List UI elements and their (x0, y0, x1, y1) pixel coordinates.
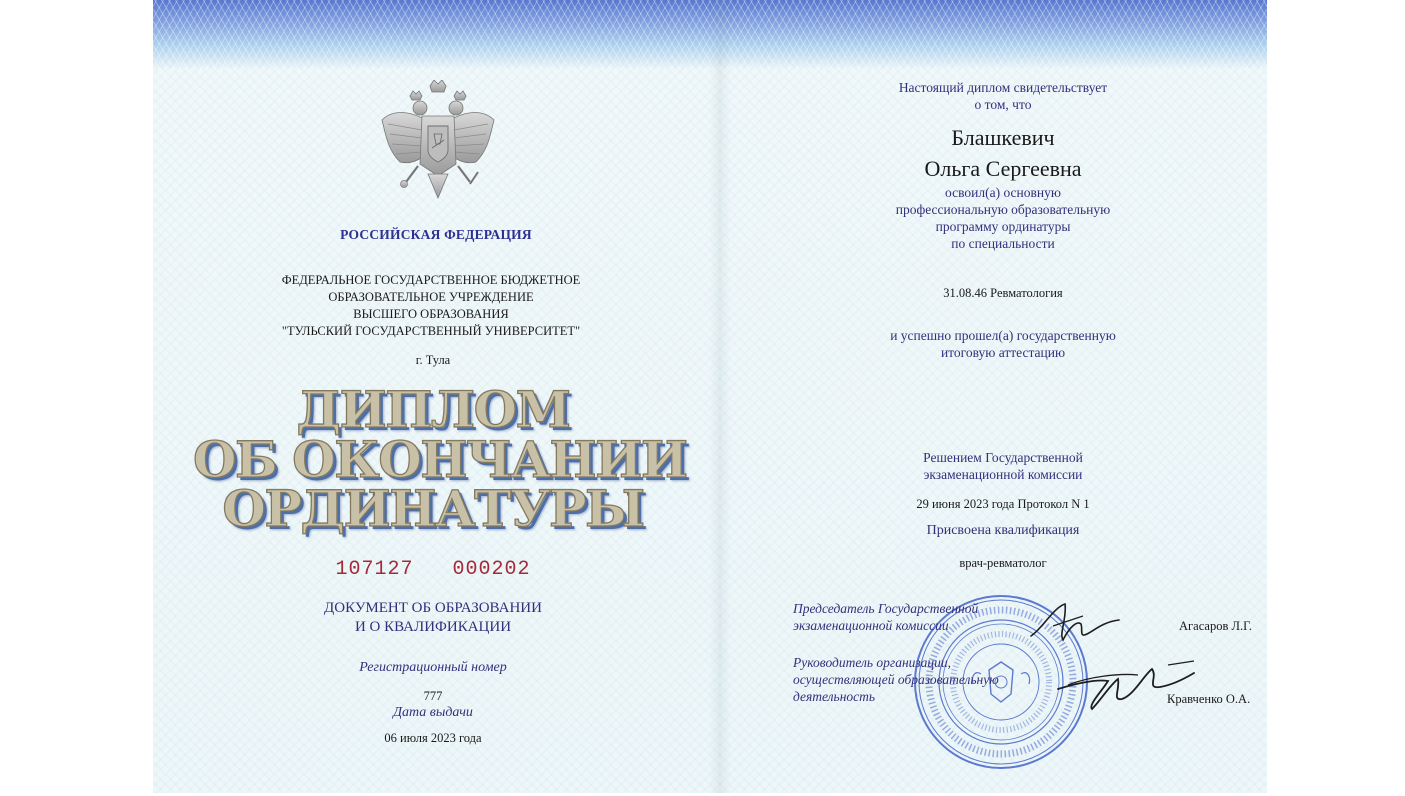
program-line: по специальности (951, 236, 1055, 251)
registration-number-value: 777 (423, 689, 443, 703)
institution-line: ФЕДЕРАЛЬНОЕ ГОСУДАРСТВЕННОЕ БЮДЖЕТНОЕ (281, 273, 581, 287)
program-line: профессиональную образовательную (895, 202, 1111, 217)
specialty: 31.08.46 Ревматология (943, 286, 1063, 300)
decision-line: экзаменационной комиссии (923, 467, 1083, 482)
head-signature-label (793, 654, 1033, 705)
program-line: освоил(а) основную (945, 185, 1061, 200)
chair-name: Агасаров Л.Г. (1179, 619, 1253, 633)
issue-date-label: Дата выдачи (393, 705, 473, 720)
commission-decision (853, 449, 1153, 483)
program-line: программу ординатуры (935, 219, 1071, 234)
institution-name (231, 272, 631, 340)
document-type-line: ДОКУМЕНТ ОБ ОБРАЗОВАНИИ (324, 600, 542, 616)
intro-line: о том, что (974, 97, 1032, 112)
issue-date-value: 06 июля 2023 года (384, 731, 482, 745)
attestation-line: и успешно прошел(а) государственную (890, 328, 1116, 343)
document-type (253, 599, 613, 637)
graduate-given-names: Ольга Сергеевна (924, 156, 1082, 181)
chair-signature-label (793, 600, 1023, 634)
head-label-line: осуществляющей образовательную (793, 672, 999, 687)
institution-line: ОБРАЗОВАТЕЛЬНОЕ УЧРЕЖДЕНИЕ (328, 290, 534, 304)
diploma-document (153, 0, 1267, 793)
diploma-title-line-3: ОРДИНАТУРЫ (222, 479, 644, 538)
intro-line: Настоящий диплом свидетельствует (898, 80, 1108, 95)
chair-label-line: Председатель Государственной (793, 601, 979, 616)
diploma-number: 107127 000202 (335, 558, 531, 581)
page-fold (709, 0, 731, 793)
head-label-line: Руководитель организации, (793, 655, 952, 670)
city: г. Тула (415, 353, 451, 367)
head-name: Кравченко О.А. (1167, 692, 1251, 706)
chair-signature-icon (1023, 598, 1123, 648)
head-signature-icon (1048, 655, 1198, 715)
institution-line: ВЫСШЕГО ОБРАЗОВАНИЯ (353, 307, 509, 321)
registration-number-label: Регистрационный номер (359, 660, 507, 675)
certification-intro (853, 79, 1153, 113)
country-name: РОССИЙСКАЯ ФЕДЕРАЦИЯ (340, 227, 532, 242)
coat-of-arms-icon (378, 80, 498, 202)
attestation-line: итоговую аттестацию (940, 345, 1066, 360)
attestation-statement (843, 327, 1163, 361)
institution-line: "ТУЛЬСКИЙ ГОСУДАРСТВЕННЫЙ УНИВЕРСИТЕТ" (281, 324, 581, 338)
program-description (843, 184, 1163, 252)
chair-label-line: экзаменационной комиссии (793, 618, 949, 633)
decision-line: Решением Государственной (923, 450, 1083, 465)
decision-date-protocol: 29 июня 2023 года Протокол N 1 (916, 497, 1090, 511)
head-label-line: деятельность (793, 689, 876, 704)
qualification-label: Присвоена квалификация (926, 523, 1080, 538)
qualification-value: врач-ревматолог (959, 556, 1047, 570)
document-type-line: И О КВАЛИФИКАЦИИ (354, 619, 512, 635)
graduate-surname: Блашкевич (951, 125, 1055, 150)
diploma-title-line-1: ДИПЛОМ (296, 380, 570, 439)
diploma-title-line-2: ОБ ОКОНЧАНИИ (193, 430, 687, 489)
